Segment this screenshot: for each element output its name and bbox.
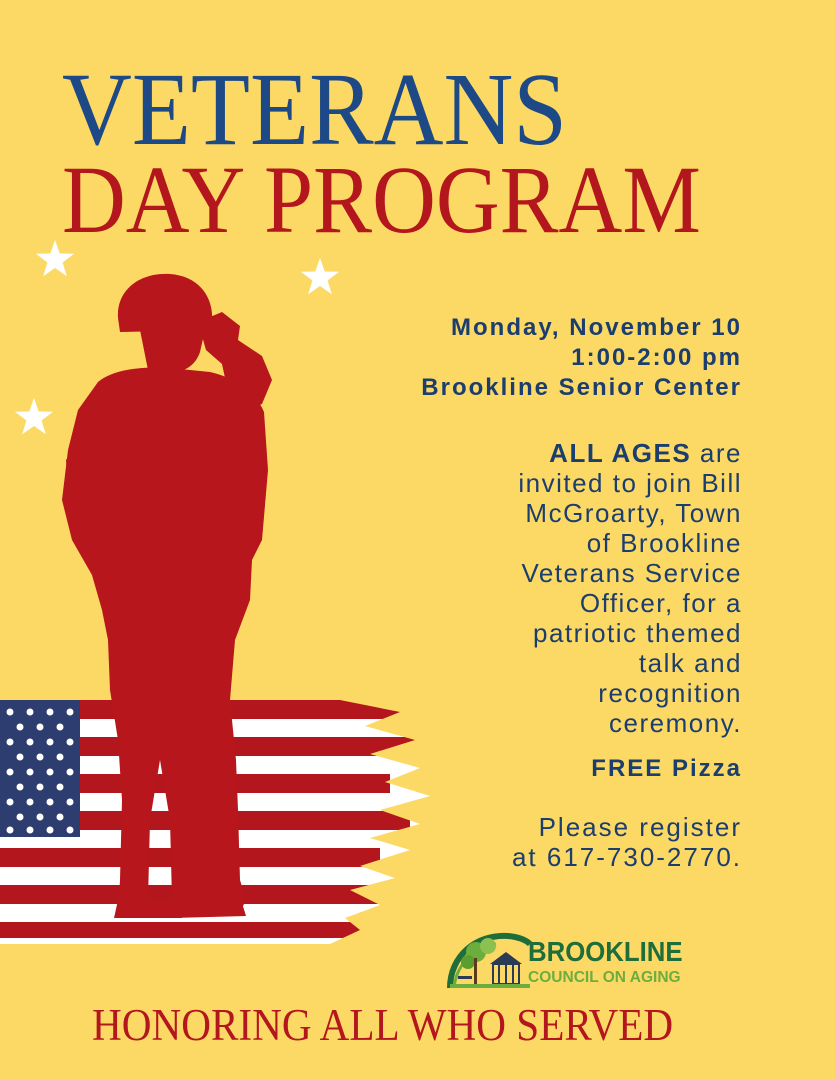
description-line: invited to join Bill [518, 468, 742, 498]
description-line: McGroarty, Town [525, 498, 742, 528]
description-line: Veterans Service [521, 558, 742, 588]
description-line: ceremony. [609, 708, 742, 738]
event-time: 1:00-2:00 pm [571, 344, 742, 371]
event-date: Monday, November 10 [451, 314, 742, 341]
description-line: Officer, for a [579, 588, 742, 618]
event-location: Brookline Senior Center [421, 374, 742, 401]
footer-tagline: HONORING ALL WHO SERVED [92, 1000, 674, 1050]
description-line: of Brookline [586, 528, 742, 558]
description-line: recognition [598, 678, 742, 708]
logo-brookline: BROOKLINE [528, 936, 683, 967]
description-line: ALL AGES are [549, 438, 742, 468]
free-pizza: FREE Pizza [591, 755, 742, 782]
star-icon [15, 398, 53, 434]
register-line: Please register [538, 812, 742, 842]
logo-council-on-aging: COUNCIL ON AGING [528, 969, 681, 986]
all-ages-highlight: ALL AGES [549, 438, 692, 468]
description-line: talk and [638, 648, 742, 678]
description-line: patriotic themed [533, 618, 742, 648]
event-description [382, 438, 742, 738]
title-day-program: DAY PROGRAM [62, 146, 701, 253]
star-icon [301, 258, 339, 294]
title-veterans: VETERANS [62, 52, 568, 167]
registration-info [402, 812, 742, 872]
event-details [322, 313, 742, 403]
register-phone: at 617-730-2770. [511, 842, 742, 872]
